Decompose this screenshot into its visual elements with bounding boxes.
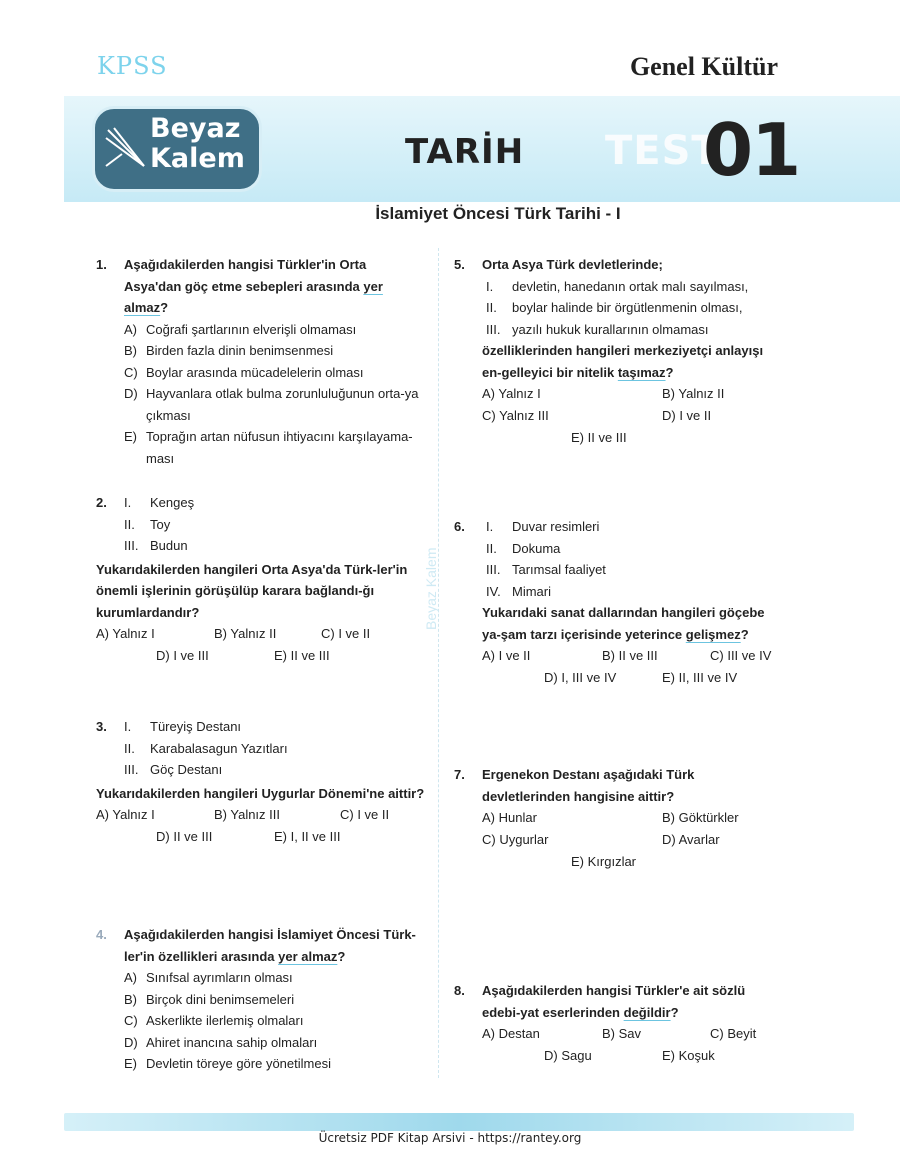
- question-number: 7.: [454, 767, 465, 782]
- options-row-2: [482, 667, 784, 689]
- option-d[interactable]: D) I ve III: [156, 648, 209, 663]
- footer-bar: [64, 1113, 854, 1131]
- question-2: [96, 492, 426, 667]
- option-d[interactable]: [124, 383, 426, 426]
- option-text: Ahiret inancına sahip olmaları: [146, 1034, 318, 1050]
- options-row-1: [96, 623, 426, 645]
- stem-end: ?: [670, 1004, 679, 1020]
- statement-item: [124, 535, 426, 557]
- question-number: 1.: [96, 257, 107, 272]
- stem-text: Yukarıdaki sanat dallarından hangileri göçebe ya-şam tarzı içerisinde yeterince: [482, 605, 765, 642]
- stem-emphasis: değildir: [623, 1004, 671, 1020]
- question-6: [454, 516, 784, 689]
- option-b[interactable]: B) Yalnız III: [214, 807, 280, 822]
- stem-end: ?: [160, 300, 169, 315]
- options-row-1: [482, 383, 784, 405]
- statement-text: Toy: [150, 516, 171, 532]
- options-row-2: [482, 1045, 784, 1067]
- roman-numeral: III.: [124, 762, 139, 777]
- options-row-2: [482, 829, 784, 851]
- option-letter: C): [124, 364, 138, 380]
- options-row-2: [96, 645, 426, 667]
- option-text: Devletin töreye göre yönetilmesi: [146, 1056, 331, 1071]
- option-letter: D): [124, 1034, 138, 1050]
- options-row-1: [482, 645, 784, 667]
- question-number: 4.: [96, 927, 107, 942]
- option-e[interactable]: E) Kırgızlar: [571, 854, 637, 869]
- statement-text: Kengeş: [150, 495, 195, 510]
- question-number: 3.: [96, 719, 107, 734]
- option-text: Toprağın artan nüfusun ihtiyacını karşılayama-ması: [146, 429, 413, 466]
- option-letter: B): [124, 343, 137, 358]
- test-number: 01: [703, 108, 800, 192]
- statement-item: [486, 319, 784, 341]
- statement-item: [124, 716, 426, 738]
- question-stem: [482, 340, 784, 383]
- stem-text: Aşağıdakilerden hangisi Türkler'e ait sözlü edebi-yat eserlerinden: [482, 983, 746, 1020]
- options-row-1: [96, 804, 426, 826]
- statement-text: Duvar resimleri: [512, 519, 600, 534]
- roman-numeral: III.: [486, 562, 501, 577]
- option-e[interactable]: [124, 1053, 426, 1075]
- question-8: [454, 980, 784, 1067]
- statement-text: Göç Destanı: [150, 762, 223, 777]
- stem-emphasis: gelişmez: [685, 626, 741, 642]
- option-a[interactable]: [124, 967, 426, 989]
- watermark: Beyaz Kalem: [423, 547, 439, 630]
- question-1: [96, 254, 426, 469]
- option-letter: B): [124, 991, 137, 1007]
- option-b[interactable]: [124, 340, 426, 362]
- question-3: [96, 716, 426, 848]
- option-e[interactable]: E) I, II ve III: [274, 829, 341, 844]
- options-row-3: [482, 427, 784, 449]
- option-c[interactable]: [124, 362, 426, 384]
- statement-text: Mimari: [512, 583, 551, 599]
- roman-numeral: I.: [486, 278, 494, 294]
- question-intro: Orta Asya Türk devletlerinde;: [482, 257, 663, 272]
- logo-line-1: Beyaz: [150, 113, 241, 144]
- stem-text: Aşağıdakilerden hangisi Türkler'in Orta Asya'dan göç etme sebepleri arasında: [124, 257, 367, 294]
- test-label: TEST: [605, 128, 720, 174]
- option-c[interactable]: C) Uygurlar: [482, 832, 549, 847]
- statement-text: Budun: [150, 538, 188, 553]
- option-d[interactable]: D) Sagu: [544, 1048, 592, 1063]
- option-b[interactable]: B) Yalnız II: [662, 386, 725, 401]
- option-text: Sınıfsal ayrımların olması: [146, 970, 293, 985]
- stem-end: ?: [337, 948, 346, 964]
- option-a[interactable]: A) Yalnız I: [96, 807, 155, 822]
- kpss-label: KPSS: [97, 52, 168, 80]
- options-row-2: [482, 405, 784, 427]
- option-c[interactable]: C) I ve II: [321, 626, 371, 641]
- statement-text: devletin, hanedanın ortak malı sayılması,: [512, 278, 749, 294]
- subject-group-title: Genel Kültür: [629, 52, 778, 81]
- option-b[interactable]: B) Sav: [602, 1026, 642, 1041]
- statement-item: [486, 538, 784, 560]
- statement-item: [124, 492, 426, 514]
- roman-numeral: I.: [486, 519, 494, 534]
- page-subtitle: İslamiyet Öncesi Türk Tarihi - I: [375, 204, 621, 223]
- option-a[interactable]: A) Destan: [482, 1026, 540, 1041]
- stem-text: Aşağıdakilerden hangisi İslamiyet Öncesi Türk-ler'in özellikleri arasında: [124, 927, 416, 964]
- roman-numeral: I.: [124, 719, 132, 734]
- statement-item: [486, 581, 784, 603]
- option-d[interactable]: D) II ve III: [156, 829, 213, 844]
- roman-numeral: II.: [124, 740, 135, 756]
- roman-numeral: II.: [124, 516, 135, 532]
- question-stem: [482, 602, 784, 645]
- question-number: 5.: [454, 257, 465, 272]
- question-stem: [124, 254, 426, 319]
- option-text: Boylar arasında mücadelelerin olması: [146, 364, 364, 380]
- roman-numeral: IV.: [486, 583, 501, 599]
- statement-item: [486, 297, 784, 319]
- stem-end: ?: [665, 364, 674, 380]
- statement-item: [486, 516, 784, 538]
- option-b[interactable]: B) II ve III: [602, 648, 658, 663]
- option-d[interactable]: D) I, III ve IV: [544, 670, 617, 685]
- roman-numeral: II.: [486, 540, 497, 556]
- options-row-1: [482, 807, 784, 829]
- option-c[interactable]: [124, 1010, 426, 1032]
- statement-item: [486, 559, 784, 581]
- option-letter: E): [124, 429, 137, 444]
- stem-emphasis: yer almaz: [278, 948, 338, 964]
- question-4: [96, 924, 426, 1075]
- options-row-3: [482, 851, 784, 873]
- option-text: Birden fazla dinin benimsenmesi: [146, 343, 334, 358]
- option-letter: E): [124, 1056, 137, 1071]
- logo-text: [150, 114, 245, 174]
- option-e[interactable]: E) II, III ve IV: [662, 670, 738, 685]
- question-number: 8.: [454, 983, 465, 998]
- footer-text[interactable]: Ücretsiz PDF Kitap Arsivi - https://rantey.org: [318, 1131, 582, 1145]
- statement-text: boylar halinde bir örgütlenmenin olması,: [512, 300, 743, 315]
- statement-text: yazılı hukuk kurallarının olmaması: [512, 321, 709, 337]
- question-stem: Ergenekon Destanı aşağıdaki Türk devletlerinden hangisine aittir?: [482, 767, 695, 804]
- question-5: [454, 254, 784, 449]
- option-text: Askerlikte ilerlemiş olmaları: [146, 1013, 304, 1028]
- option-text: Coğrafi şartlarının elverişli olmaması: [146, 321, 357, 337]
- statement-text: Tarımsal faaliyet: [512, 562, 606, 577]
- stem-emphasis: taşımaz: [617, 364, 666, 380]
- option-c[interactable]: C) Beyit: [710, 1026, 757, 1041]
- option-b[interactable]: [124, 989, 426, 1011]
- option-d[interactable]: [124, 1032, 426, 1054]
- option-d[interactable]: D) I ve II: [662, 408, 712, 423]
- option-e[interactable]: [124, 426, 426, 469]
- options-row-1: [482, 1023, 784, 1045]
- option-text: Hayvanlara otlak bulma zorunluluğunun orta-ya çıkması: [146, 386, 419, 423]
- statement-item: [124, 514, 426, 536]
- question-stem: [482, 980, 784, 1023]
- option-c[interactable]: C) III ve IV: [710, 648, 772, 663]
- option-a[interactable]: A) I ve II: [482, 648, 531, 663]
- option-a[interactable]: A) Yalnız I: [482, 386, 541, 401]
- question-stem: Yukarıdakilerden hangileri Orta Asya'da Türk-ler'in önemli işlerinin görüşülüp karara bağlandı-ğı kurumlardandır?: [96, 561, 408, 620]
- pen-lines-icon: [104, 126, 152, 174]
- option-d[interactable]: D) Avarlar: [662, 832, 720, 847]
- option-a[interactable]: [124, 319, 426, 341]
- question-number: 2.: [96, 495, 107, 510]
- option-c[interactable]: C) I ve II: [340, 807, 390, 822]
- roman-numeral: III.: [486, 321, 501, 337]
- stem-text: özelliklerinden hangileri merkeziyetçi anlayışı en-gelleyici bir nitelik: [482, 343, 764, 380]
- option-c[interactable]: C) Yalnız III: [482, 408, 549, 423]
- option-text: Birçok dini benimsemeleri: [146, 991, 295, 1007]
- roman-numeral: I.: [124, 495, 132, 510]
- statement-text: Türeyiş Destanı: [150, 719, 242, 734]
- option-letter: D): [124, 386, 138, 401]
- option-e[interactable]: E) Koşuk: [662, 1048, 715, 1063]
- option-letter: C): [124, 1013, 138, 1028]
- roman-numeral: III.: [124, 538, 139, 553]
- option-b[interactable]: B) Göktürkler: [662, 810, 739, 825]
- roman-numeral: II.: [486, 300, 497, 315]
- option-b[interactable]: B) Yalnız II: [214, 626, 277, 641]
- option-e[interactable]: E) II ve III: [274, 648, 330, 663]
- statement-item: [486, 276, 784, 298]
- statement-item: [124, 759, 426, 781]
- option-letter: A): [124, 970, 137, 985]
- question-number: 6.: [454, 519, 465, 534]
- question-stem: Yukarıdakilerden hangileri Uygurlar Dönemi'ne aittir?: [96, 785, 425, 801]
- stem-end: ?: [740, 626, 749, 642]
- statement-text: Dokuma: [512, 540, 561, 556]
- column-divider: [438, 248, 439, 1078]
- option-a[interactable]: A) Yalnız I: [96, 626, 155, 641]
- question-stem: [124, 924, 426, 967]
- option-letter: A): [124, 321, 137, 337]
- statement-text: Karabalasagun Yazıtları: [150, 740, 288, 756]
- options-row-2: [96, 826, 426, 848]
- subject-title: TARİH: [405, 132, 525, 172]
- logo-line-2: Kalem: [150, 143, 245, 174]
- statement-item: [124, 738, 426, 760]
- option-e[interactable]: E) II ve III: [571, 430, 627, 445]
- stem-emphasis: yer almaz: [124, 278, 383, 315]
- question-7: [454, 764, 784, 873]
- option-a[interactable]: A) Hunlar: [482, 810, 537, 825]
